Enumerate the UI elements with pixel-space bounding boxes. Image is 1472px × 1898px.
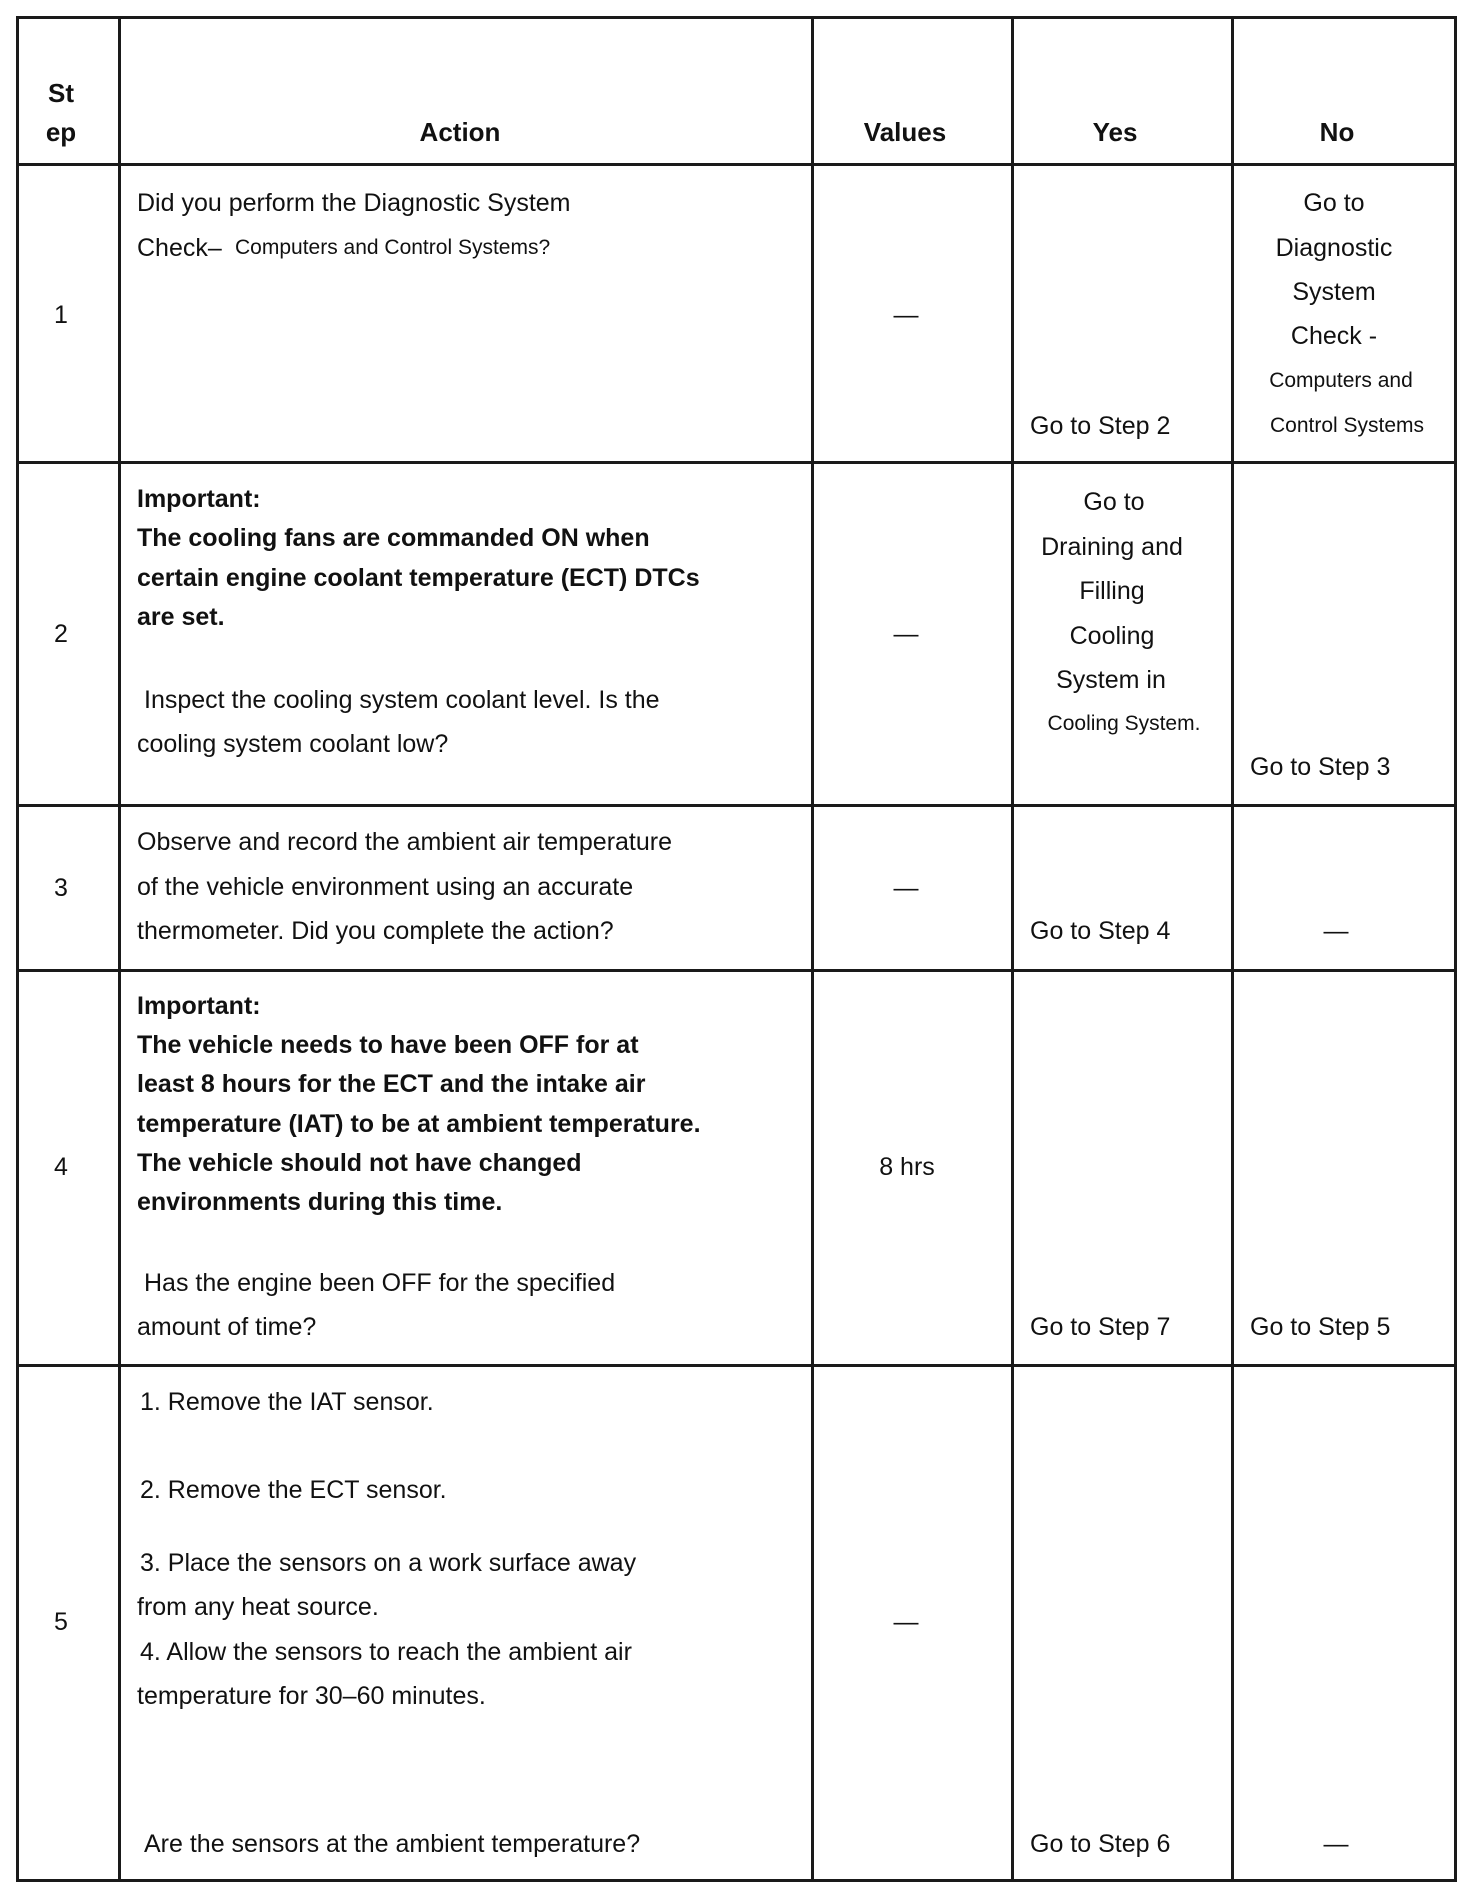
row2-action-line2: cooling system coolant low? — [137, 730, 449, 758]
row3-action-line3: thermometer. Did you complete the action? — [137, 917, 614, 945]
row-divider-2 — [16, 804, 1457, 807]
row4-value: 8 hrs — [879, 1153, 935, 1181]
row1-action-line2b: Computers and Control Systems? — [235, 236, 551, 259]
row5-item-3-cont: from any heat source. — [137, 1593, 379, 1621]
row-divider-1 — [16, 461, 1457, 464]
row5-no: — — [1323, 1830, 1349, 1858]
row1-no-line5: Computers and — [1269, 369, 1413, 392]
step-number-2: 2 — [54, 620, 68, 648]
row3-value: — — [893, 874, 919, 902]
column-divider-3 — [1011, 16, 1014, 1882]
table-border-left — [16, 16, 19, 1882]
header-step-line1: St — [48, 78, 74, 108]
row5-item-3: 3. Place the sensors on a work surface away — [140, 1549, 637, 1577]
row1-action-line2a: Check– — [137, 234, 222, 262]
step-number-1: 1 — [54, 301, 68, 329]
column-divider-1 — [118, 16, 121, 1882]
row3-no: — — [1323, 917, 1349, 945]
row5-item-2: 2. Remove the ECT sensor. — [140, 1476, 447, 1504]
row1-action-line1: Did you perform the Diagnostic System — [137, 189, 571, 217]
row4-no: Go to Step 5 — [1250, 1313, 1391, 1341]
header-no: No — [1319, 117, 1355, 147]
header-values: Values — [863, 117, 947, 147]
row2-yes-line3: Filling — [1079, 577, 1145, 605]
column-divider-2 — [811, 16, 814, 1882]
row4-action-line1: Has the engine been OFF for the specified — [144, 1269, 616, 1297]
row1-value: — — [893, 301, 919, 329]
row2-note-line1: The cooling fans are commanded ON when — [137, 524, 650, 552]
header-step-line2: ep — [45, 117, 77, 147]
table-border-right — [1454, 16, 1457, 1882]
header-action: Action — [419, 117, 501, 147]
row4-note-line4: The vehicle should not have changed — [137, 1149, 582, 1177]
row4-note-line3: temperature (IAT) to be at ambient temperature. — [137, 1110, 701, 1138]
row3-action-line2: of the vehicle environment using an accurate — [137, 873, 634, 901]
row2-no: Go to Step 3 — [1250, 753, 1391, 781]
row1-no-line3: System — [1292, 278, 1376, 306]
row2-yes-line1: Go to — [1083, 488, 1145, 516]
row1-no-line4: Check - — [1290, 322, 1378, 350]
row1-yes: Go to Step 2 — [1030, 412, 1171, 440]
row5-yes: Go to Step 6 — [1030, 1830, 1171, 1858]
row-divider-4 — [16, 1364, 1457, 1367]
column-divider-4 — [1231, 16, 1234, 1882]
row5-item-4: 4. Allow the sensors to reach the ambient air — [140, 1638, 632, 1666]
row2-note-line2: certain engine coolant temperature (ECT) DTCs — [137, 564, 700, 592]
row-divider-3 — [16, 969, 1457, 972]
row5-question: Are the sensors at the ambient temperature? — [144, 1830, 641, 1858]
header-divider — [16, 163, 1457, 166]
step-number-4: 4 — [54, 1153, 68, 1181]
row3-yes: Go to Step 4 — [1030, 917, 1171, 945]
row4-action-line2: amount of time? — [137, 1313, 317, 1341]
step-number-3: 3 — [54, 874, 68, 902]
row5-value: — — [893, 1608, 919, 1636]
row2-important-label: Important: — [137, 485, 261, 513]
row2-yes-line4: Cooling — [1069, 622, 1155, 650]
row3-action-line1: Observe and record the ambient air temperature — [137, 828, 672, 856]
row2-value: — — [893, 620, 919, 648]
row2-yes-line2: Draining and — [1041, 533, 1183, 561]
row4-important-label: Important: — [137, 992, 261, 1020]
step-number-5: 5 — [54, 1608, 68, 1636]
row5-item-1: 1. Remove the IAT sensor. — [140, 1388, 434, 1416]
row4-note-line5: environments during this time. — [137, 1188, 503, 1216]
header-yes: Yes — [1092, 117, 1138, 147]
row2-action-line1: Inspect the cooling system coolant level. Is the — [144, 686, 660, 714]
row5-item-4-cont: temperature for 30–60 minutes. — [137, 1682, 486, 1710]
row4-yes: Go to Step 7 — [1030, 1313, 1171, 1341]
row2-note-line3: are set. — [137, 603, 225, 631]
row2-yes-line6: Cooling System. — [1047, 712, 1201, 735]
row1-no-line1: Go to — [1303, 189, 1365, 217]
row1-no-line2: Diagnostic — [1275, 234, 1393, 262]
row2-yes-line5: System in — [1056, 666, 1166, 694]
row4-note-line2: least 8 hours for the ECT and the intake air — [137, 1070, 646, 1098]
row4-note-line1: The vehicle needs to have been OFF for at — [137, 1031, 639, 1059]
table-border-bottom — [16, 1879, 1457, 1882]
row1-no-line6: Control Systems — [1269, 414, 1425, 437]
table-border-top — [16, 16, 1457, 19]
